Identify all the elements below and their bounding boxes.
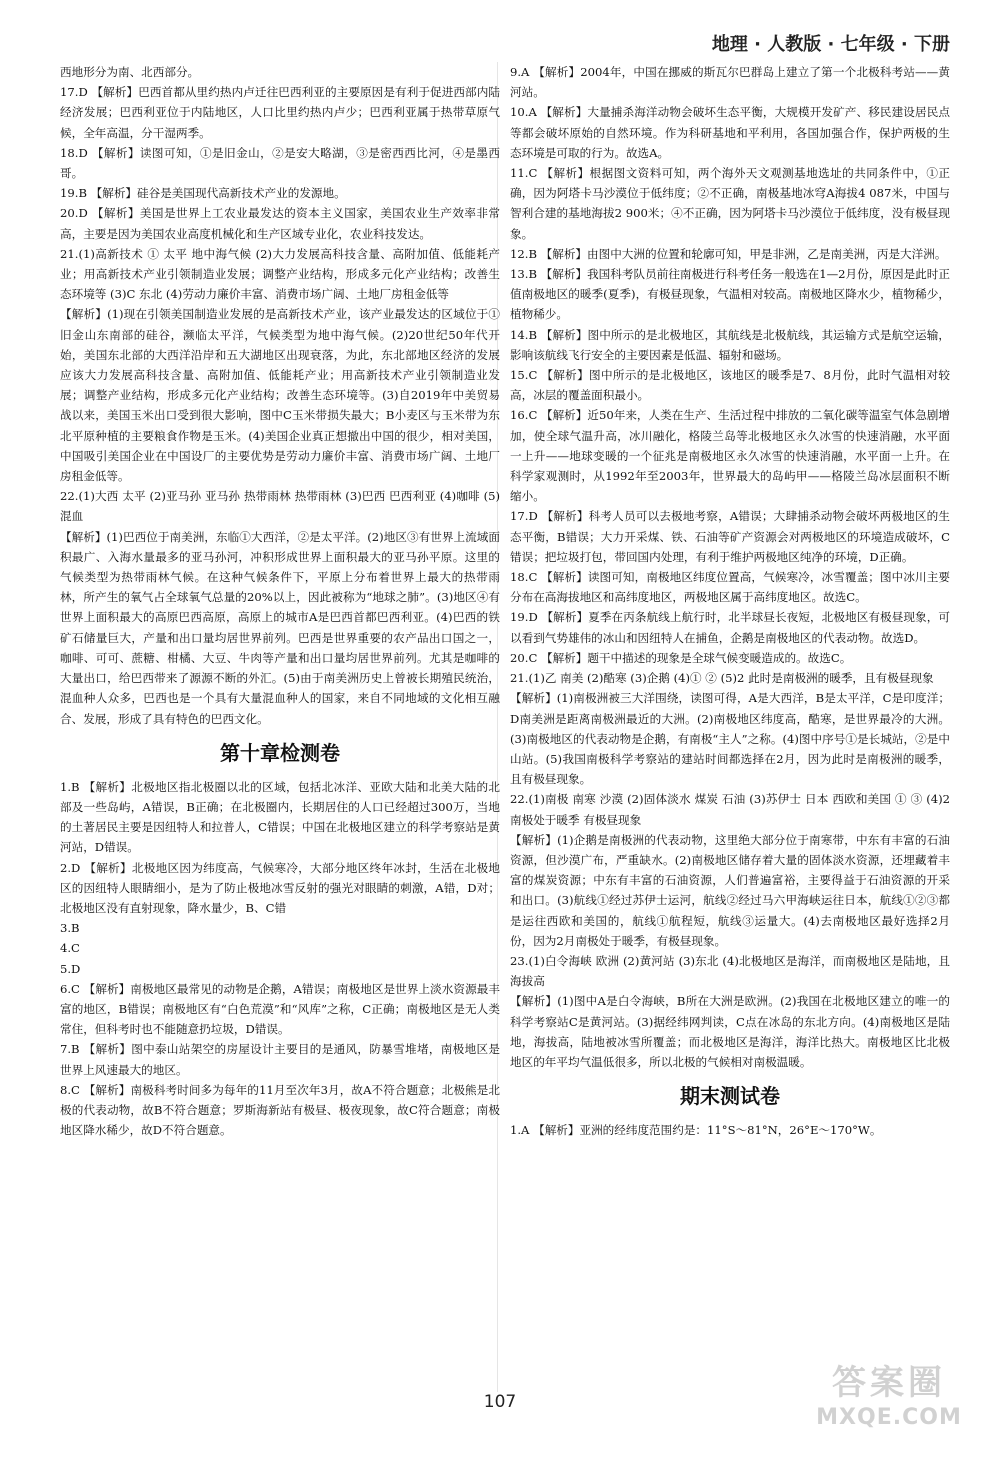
answer-item: 9.A 【解析】2004年，中国在挪威的斯瓦尔巴群岛上建立了第一个北极科考站——黄河站。: [510, 65, 950, 100]
section-title: 期末测试卷: [680, 1084, 780, 1109]
answer-item: 10.A 【解析】大量捕杀海洋动物会破坏生态平衡，大规模开发矿产、移民建设居民点等都会破坏原始的自然环境。作为科研基地和平利用，各国加强合作，保护两极的生态环境是可取的行为。故选A。: [510, 105, 950, 160]
answer-item: 19.D 【解析】夏季在丙条航线上航行时，北半球昼长夜短，北极地区有极昼现象，可以看到气势雄伟的冰山和因纽特人在捕鱼，企鹅是南极地区的代表动物。故选D。: [510, 610, 950, 645]
answer-item: 4.C: [60, 941, 80, 956]
answer-item: 6.C 【解析】南极地区最常见的动物是企鹅，A错误；南极地区是世界上淡水资源最丰富的地区，B错误；南极地区有“白色荒漠”和“风库”之称，C正确；南极地区是无人类常住，但科考时也不能随意扔垃圾，D错误。: [60, 981, 500, 1037]
answer-explanation: 【解析】(1)南极洲被三大洋围绕，读图可得，A是大西洋，B是太平洋，C是印度洋；D南美洲是距离南极洲最近的大洲。(2)南极地区纬度高，酷寒，是世界最冷的大洲。(3)南极地区的代表动物是企鹅，有南极“主人”之称。(4)图中序号①是长城站，②是中山站。(5)我国南极科学考察站的建站时间都选择在2月，因为此时是南极洲的暖季，且有极昼现象。: [510, 691, 950, 787]
answer-item: 21.(1)乙 南美 (2)酷寒 (3)企鹅 (4)① ② (5)2 此时是南极洲的暖季，且有极昼现象: [510, 671, 934, 686]
section-title: 第十章检测卷: [220, 740, 340, 765]
answer-item: 西地形分为南、北西部分。: [60, 65, 200, 79]
answer-item: 20.D 【解析】美国是世界上工农业最发达的资本主义国家，美国农业生产效率非常高，主要是因为美国农业高度机械化和生产区域专业化，农业科技发达。: [60, 206, 500, 241]
answer-explanation: 【解析】(1)企鹅是南极洲的代表动物，这里绝大部分位于南寒带，中东有丰富的石油资源，但沙漠广布，严重缺水。(2)南极地区储存着大量的固体淡水资源，还埋藏着丰富的煤炭资源；中东有丰富的石油资源，人们普遍富裕，主要得益于石油资源的开采和出口。(3)航线①经过苏伊士运河，航线②经过马六甲海峡运往日本，航线①②③都是运往西欧和美国的，航线①航程短，航线③运量大。(4)去南极地区最好选择2月份，因为2月南极处于暖季，有极昼现象。: [510, 832, 950, 948]
answer-item: 5.D: [60, 961, 81, 976]
answer-item: 16.C 【解析】近50年来，人类在生产、生活过程中排放的二氧化碳等温室气体急剧增加，使全球气温升高，冰川融化，格陵兰岛等北极地区永久冰雪的快速消融，水平面一上升——地球变暖的一个征兆是南极地区永久冰雪的快速消融，水平面一上升。在科学家观测时，从1992年至2003年，世界最大的岛屿甲——格陵兰岛冰层面积不断缩小。: [510, 408, 950, 504]
answer-item: 22.(1)大西 太平 (2)亚马孙 亚马孙 热带雨林 热带雨林 (3)巴西 巴西利亚 (4)咖啡 (5)混血: [60, 489, 500, 524]
answer-item: 11.C 【解析】根据图文资料可知，两个海外天文观测基地选址的共同条件中，①正确，因为阿塔卡马沙漠位于低纬度；②不正确，南极基地冰穹A海拔4 087米，中国与智利合建的基地海拔2 900米；④不正确，因为阿塔卡马沙漠位于低纬度，没有极昼现象。: [510, 166, 950, 241]
answer-explanation: 【解析】(1)现在引领美国制造业发展的是高新技术产业，该产业最发达的区域位于①旧金山东南部的硅谷，濒临太平洋，气候类型为地中海气候。(2)20世纪50年代开始，美国东北部的大西洋沿岸和五大湖地区出现衰落，为此，东北部地区经济的发展应该大力发展高科技含量、高附加值、低能耗产业；用高新技术产业引领制造业发展；调整产业结构，形成多元化产业结构；改善生态环境等。(3)自2019年中美贸易战以来，美国玉米出口受到很大影响，图中C玉米带损失最大；B小麦区与玉米带为东北平原种植的主要粮食作物是玉米。(4)美国企业真正想撤出中国的很少，相对美国，中国吸引美国企业在中国设厂的主要优势是劳动力廉价丰富、消费市场广阔、土地厂房租金低等。: [60, 307, 500, 484]
answer-item: 1.B 【解析】北极地区指北极圈以北的区域，包括北冰洋、亚欧大陆和北美大陆的北部及一些岛屿，A错误，B正确；在北极圈内，长期居住的人口已经超过300万，当地的土著居民主要是因纽特人和拉普人，C错误；中国在北极地区建立的科学考察站是黄河站，D错误。: [60, 779, 500, 855]
watermark-text: 答案圈: [832, 1363, 946, 1403]
answer-item: 7.B 【解析】图中泰山站架空的房屋设计主要目的是通风，防暴雪堆堵，南极地区是世界上风速最大的地区。: [60, 1042, 500, 1077]
answer-explanation: 【解析】(1)图中A是白令海峡，B所在大洲是欧洲。(2)我国在北极地区建立的唯一的科学考察站C是黄河站。(3)据经纬网判读，C点在冰岛的东北方向。(4)南极地区是陆地，海拔高，陆地被冰雪所覆盖；而北极地区是海洋，海洋比热大。南极地区比北极地区的年平均气温低很多，所以北极的气候相对南极温暖。: [510, 994, 950, 1069]
answer-item: 1.A 【解析】亚洲的经纬度范围约是：11°S～81°N，26°E～170°W。: [510, 1123, 882, 1138]
answer-item: 8.C 【解析】南极科考时间多为每年的11月至次年3月，故A不符合题意；北极熊是北极的代表动物，故B不符合题意；罗斯海新站有极昼、极夜现象，故C符合题意；南极地区降水稀少，故D不符合题意。: [60, 1082, 500, 1138]
page-header: [0, 0, 1000, 55]
watermark-subtext: MXQE.COM: [816, 1405, 962, 1430]
answer-item: 23.(1)白令海峡 欧洲 (2)黄河站 (3)东北 (4)北极地区是海洋，而南极地区是陆地，且海拔高: [510, 953, 950, 989]
right-column: [510, 62, 950, 1140]
answer-explanation: 【解析】(1)巴西位于南美洲，东临①大西洋，②是太平洋。(2)地区③有世界上流域面积最广、入海水量最多的亚马孙河，冲积形成世界上面积最大的亚马孙平原。这里的气候类型为热带雨林气候。在这种气候条件下，平原上分布着世界上最大的热带雨林，所产生的氧气占全球氧气总量的20%以上，因此被称为“地球之肺”。(3)地区④有世界上面积最大的高原巴西高原，高原上的城市A是巴西首都巴西利亚。(4)巴西的铁矿石储量巨大，产量和出口量均居世界前列。巴西是世界重要的农产品出口国之一，咖啡、可可、蔗糖、柑橘、大豆、牛肉等产量和出口量均居世界前列。尤其是咖啡的大量出口，给巴西带来了源源不断的外汇。(5)由于南美洲历史上曾被长期殖民统治，混血种人众多，巴西也是一个具有大量混血种人的国家，来自不同地域的文化相互融合、发展，形成了具有特色的巴西文化。: [60, 529, 500, 726]
answer-item: 18.D 【解析】读图可知，①是旧金山，②是安大略湖，③是密西西比河，④是墨西哥。: [60, 145, 500, 181]
answer-item: 22.(1)南极 南寒 沙漠 (2)固体淡水 煤炭 石油 (3)苏伊士 日本 西欧和美国 ① ③ (4)2 南极处于暖季 有极昼现象: [510, 792, 950, 827]
answer-item: 12.B 【解析】由图中大洲的位置和轮廓可知，甲是非洲，乙是南美洲，丙是大洋洲。: [510, 246, 947, 261]
answer-item: 2.D 【解析】北极地区因为纬度高，气候寒冷，大部分地区终年冰封，生活在北极地区的因纽特人眼睛细小，是为了防止极地冰雪反射的强光对眼睛的刺激，A错，D对；北极地区没有直射现象，降水量少，B、C错: [60, 860, 500, 915]
answer-item: 21.(1)高新技术 ① 太平 地中海气候 (2)大力发展高科技含量、高附加值、低能耗产业；用高新技术产业引领制造业发展；调整产业结构，形成多元化产业结构；改善生态环境等 (3)C 东北 (4)劳动力廉价丰富、消费市场广阔、土地厂房租金低等: [60, 246, 500, 302]
answer-item: 17.D 【解析】巴西首都从里约热内卢迁往巴西利亚的主要原因是有利于促进西部内陆经济发展；巴西利亚位于内陆地区，人口比里约热内卢少；巴西利亚属于热带草原气候，全年高温，分干湿两季。: [60, 85, 500, 140]
answer-item: 18.C 【解析】读图可知，南极地区纬度位置高，气候寒冷，冰雪覆盖；图中冰川主要分布在高海拔地区和高纬度地区，两极地区属于高纬度地区。故选C。: [510, 570, 950, 605]
answer-item: 20.C 【解析】题干中描述的现象是全球气候变暖造成的。故选C。: [510, 650, 852, 665]
answer-item: 15.C 【解析】图中所示的是北极地区，该地区的暖季是7、8月份，此时气温相对较高，冰层的覆盖面积最小。: [510, 368, 950, 403]
answer-item: 19.B 【解析】硅谷是美国现代高新技术产业的发源地。: [60, 186, 346, 201]
answer-item: 17.D 【解析】科考人员可以去极地考察，A错误；大肆捕杀动物会破坏两极地区的生态平衡，B错误；大力开采煤、铁、石油等矿产资源会对两极地区的环境造成破坏，C错误；把垃圾打包，带回国内处理，有利于维护两极地区纯净的环境，D正确。: [510, 509, 950, 564]
page-number: 107: [483, 1392, 517, 1412]
answer-item: 3.B: [60, 921, 80, 936]
watermark-logo: [804, 1362, 974, 1440]
left-column: [60, 62, 500, 1140]
answer-item: 14.B 【解析】图中所示的是北极地区，其航线是北极航线，其运输方式是航空运输，影响该航线飞行安全的主要因素是低温、辐射和磁场。: [510, 327, 950, 362]
answer-item: 13.B 【解析】我国科考队员前往南极进行科考任务一般选在1—2月份，原因是此时正值南极地区的暖季(夏季)，有极昼现象，气温相对较高。南极地区降水少，植物稀少，植物稀少。: [510, 267, 950, 322]
header-title: 地理 · 人教版 · 七年级 · 下册: [711, 34, 950, 55]
